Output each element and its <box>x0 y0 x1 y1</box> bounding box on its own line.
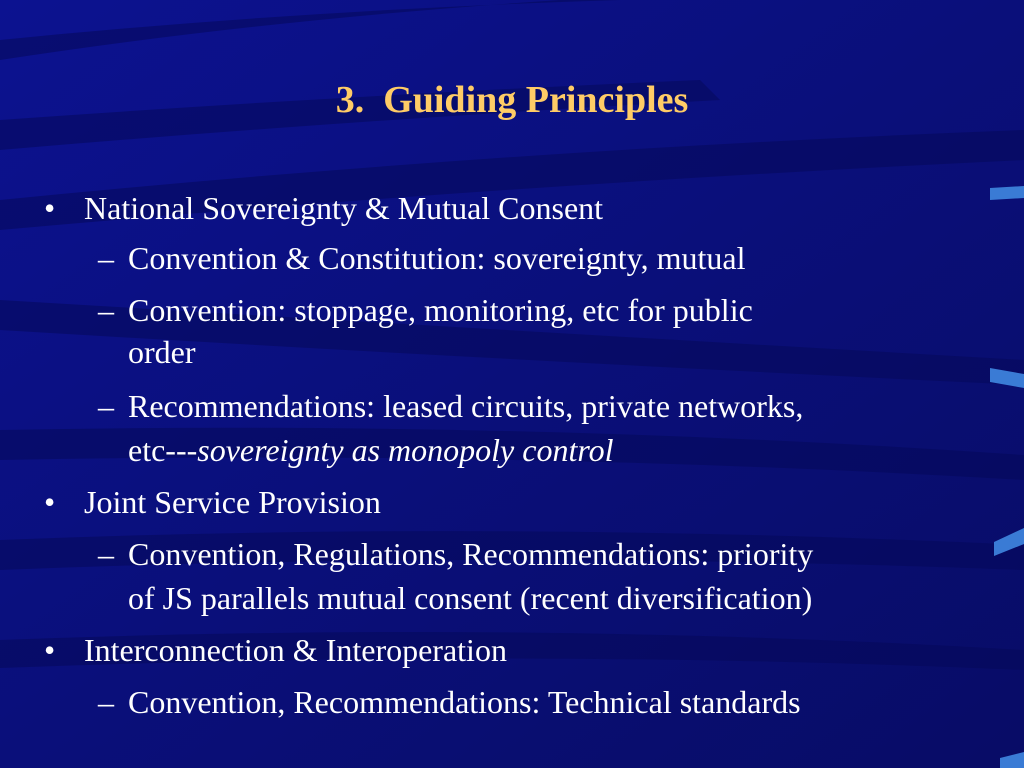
bullet-joint-service: Joint Service Provision <box>84 484 381 520</box>
subitem-convention-stoppage: Convention: stoppage, monitoring, etc for public <box>128 292 753 328</box>
subitem-convention-constitution: Convention & Constitution: sovereignty, mutual <box>128 240 746 276</box>
dash-marker: – <box>98 684 114 720</box>
bullet-national-sovereignty: National Sovereignty & Mutual Consent <box>84 190 604 226</box>
dash-marker: – <box>98 240 114 276</box>
dash-marker: – <box>98 292 114 328</box>
subitem-convention-regulations: Convention, Regulations, Recommendations: priority <box>128 536 814 572</box>
dash-marker: – <box>98 388 114 424</box>
subitem-technical-standards: Convention, Recommendations: Technical standards <box>128 684 801 720</box>
text-sovereignty-monopoly: sovereignty as monopoly control <box>197 432 614 468</box>
bullet-marker: • <box>44 190 56 226</box>
subitem-convention-stoppage-cont: order <box>128 334 196 370</box>
slide-title: 3. Guiding Principles <box>335 79 689 121</box>
bullet-marker: • <box>44 632 56 668</box>
subitem-convention-regulations-cont: of JS parallels mutual consent (recent diversification) <box>128 580 813 616</box>
subitem-recommendations-leased: Recommendations: leased circuits, private networks, <box>128 388 804 424</box>
bullet-interconnection: Interconnection & Interoperation <box>84 632 507 668</box>
dash-marker: – <box>98 536 114 572</box>
text-etc: etc--- <box>128 432 198 468</box>
subitem-recommendations-leased-cont <box>128 428 613 472</box>
bullet-marker: • <box>44 484 56 520</box>
